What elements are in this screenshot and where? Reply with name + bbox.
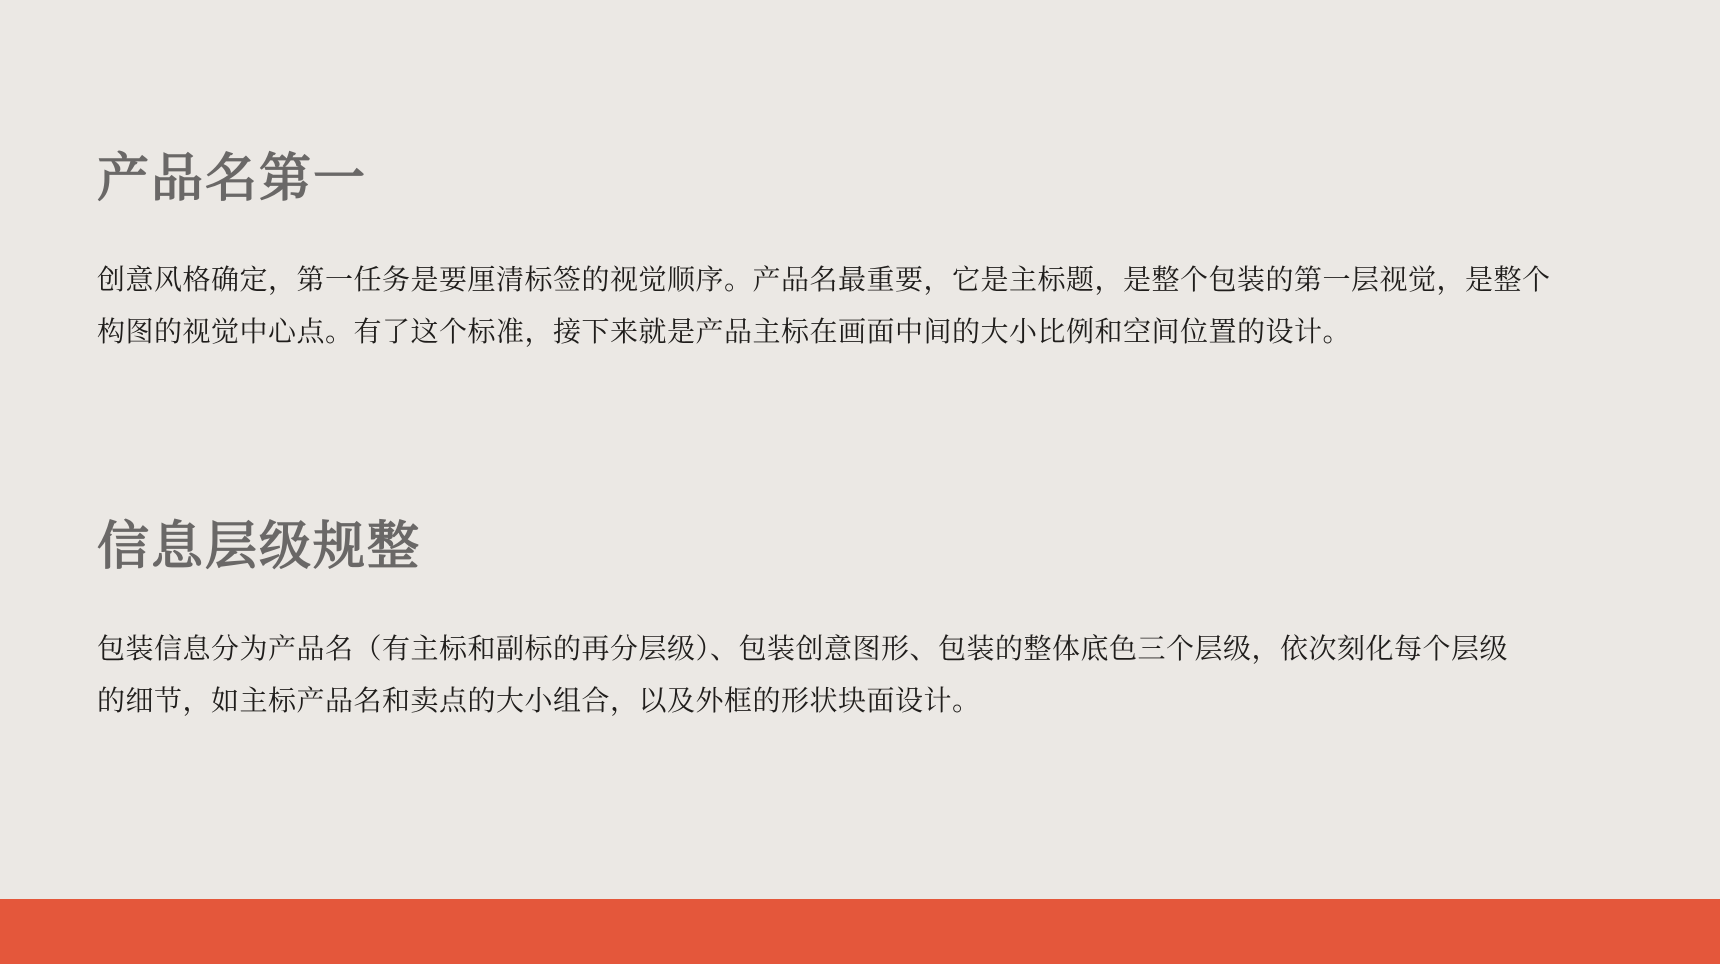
section-product-name-first: [97, 148, 1623, 358]
heading-product-name-first: 产品名第一: [97, 150, 368, 208]
heading-info-hierarchy: 信息层级规整: [97, 518, 422, 577]
paragraph-info-hierarchy: [97, 623, 1623, 727]
section-info-hierarchy: [97, 516, 1623, 726]
paragraph-line: 包装信息分为产品名（有主标和副标的再分层级）、包装创意图形、包装的整体底色三个层级，依次刻化每个层级: [97, 632, 1509, 664]
accent-bar: [0, 899, 1720, 964]
paragraph-line: 创意风格确定，第一任务是要厘清标签的视觉顺序。产品名最重要，它是主标题，是整个包装的第一层视觉，是整个: [97, 264, 1551, 296]
paragraph-line: 的细节，如主标产品名和卖点的大小组合，以及外框的形状块面设计。: [97, 684, 981, 716]
paragraph-line: 构图的视觉中心点。有了这个标准，接下来就是产品主标在画面中间的大小比例和空间位置的设计。: [97, 316, 1352, 348]
paragraph-product-name-first: [97, 254, 1623, 358]
